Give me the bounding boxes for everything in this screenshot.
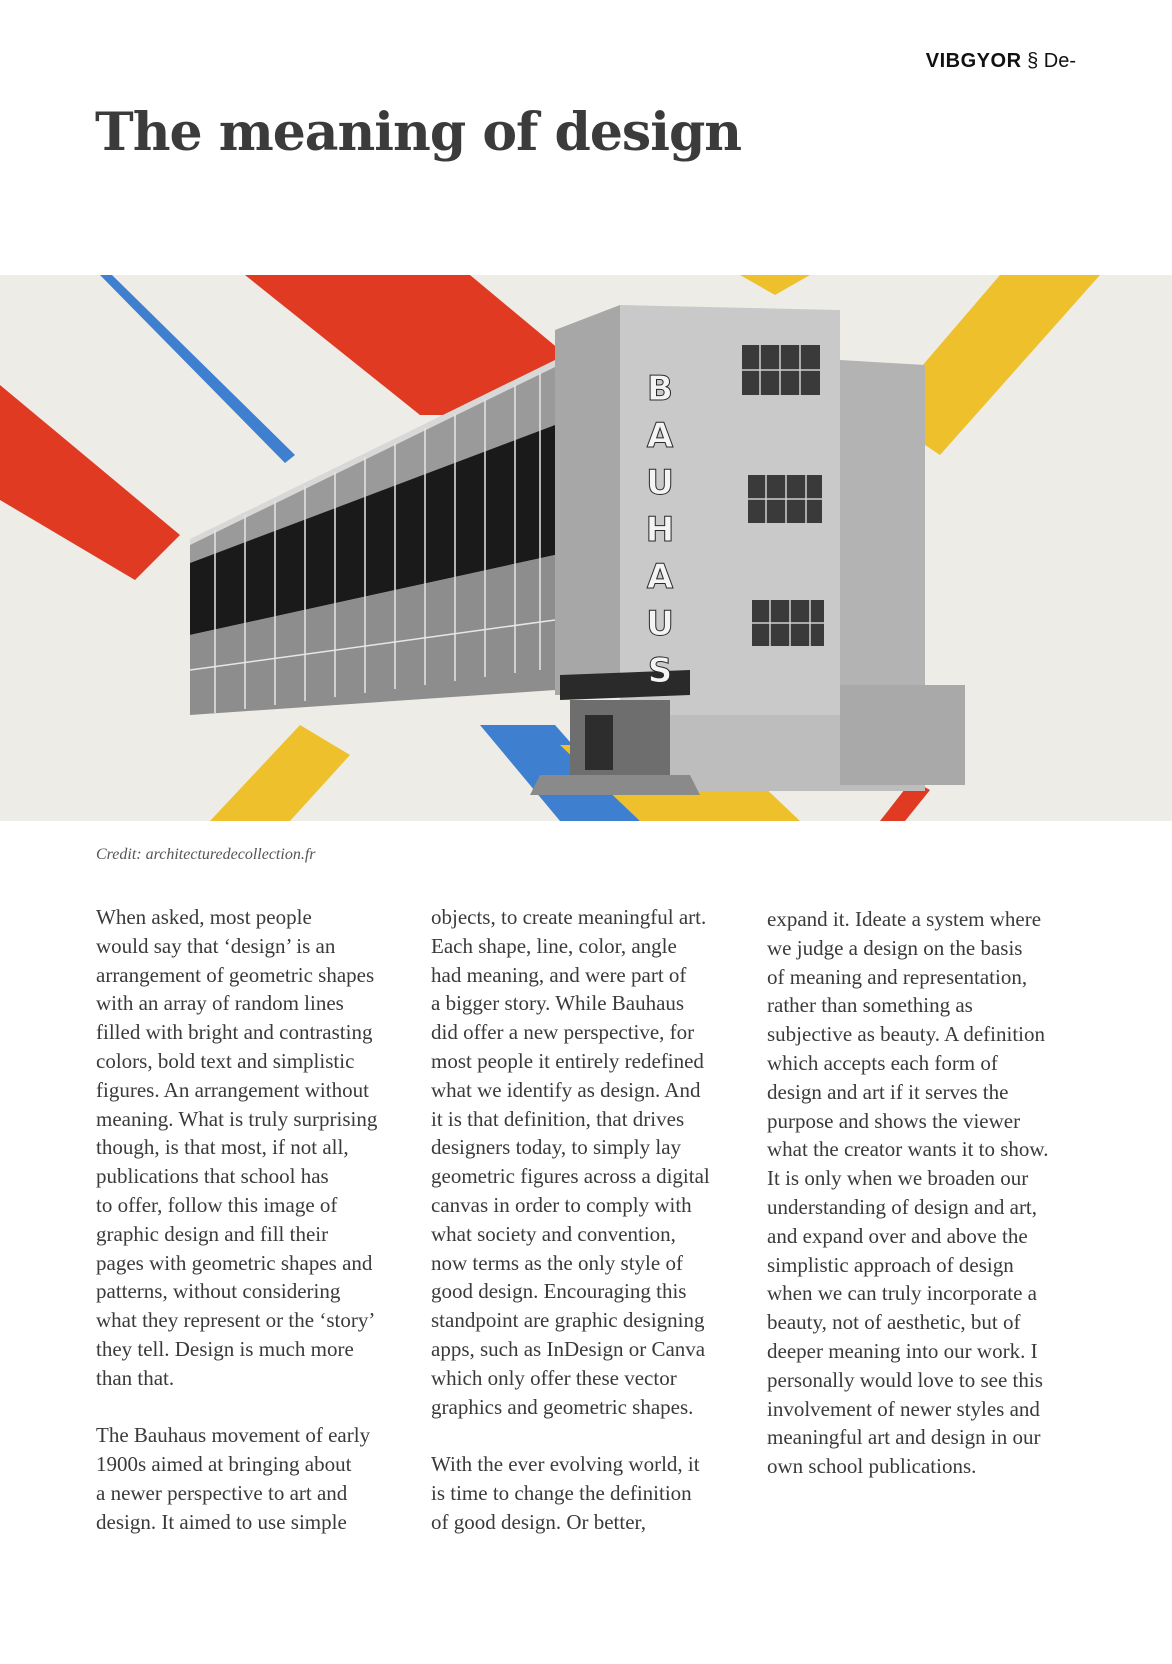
paragraph: The Bauhaus movement of early 1900s aimed at bringing about a newer perspective to art and design. It aimed to use simple — [96, 1423, 371, 1534]
bauhaus-collage — [0, 275, 1172, 821]
article-column-3 — [767, 905, 1087, 1481]
sign-letter: U — [646, 463, 674, 503]
sign-letter: U — [646, 604, 674, 644]
paragraph: objects, to create meaningful art. Each shape, line, color, angle had meaning, and were part of a bigger story. While Bauhaus did offer a new perspective, for most people it entirely redefined what we identify as design. And it is that definition, that drives designers today, to simply lay geometric figures across a digital canvas in order to comply with what society and convention, now terms as the only style of good design. Encouraging this standpoint are graphic designing apps, such as InDesign or Canva which only offer these vector graphics and geometric shapes. — [431, 905, 710, 1419]
image-credit: Credit: architecturedecollection.fr — [96, 846, 316, 863]
header-brand — [926, 50, 1076, 73]
article-column-1 — [96, 903, 416, 1537]
hero-image — [0, 275, 1172, 821]
sign-letter: A — [646, 557, 674, 597]
brand-name: VIBGYOR — [925, 50, 1022, 72]
page-title: The meaning of design — [95, 102, 742, 163]
paragraph: When asked, most people would say that ‘design’ is an arrangement of geometric shapes with an array of random lines filled with bright and contrasting colors, bold text and simplistic figures. An arrangement without meaning. What is truly surprising though, is that most, if not all, publications that school has to offer, follow this image of graphic design and fill their pages with geometric shapes and patterns, without considering what they represent or the ‘story’ they tell. Design is much more than that. — [96, 905, 378, 1390]
paragraph: With the ever evolving world, it is time to change the definition of good design. Or better, — [431, 1452, 700, 1534]
sign-letter: S — [647, 651, 673, 691]
sign-letter: A — [646, 416, 674, 456]
article-column-2 — [431, 903, 751, 1537]
sign-letter: B — [647, 369, 673, 409]
paragraph: expand it. Ideate a system where we judge a design on the basis of meaning and representation, rather than something as subjective as beauty. A definition which accepts each form of design and art if it serves the purpose and shows the viewer what the creator wants it to show. It is only when we broaden our understanding of design and art, and expand over and above the simplistic approach of design when we can truly incorporate a beauty, not of aesthetic, but of deeper meaning into our work. I personally would love to see this involvement of newer styles and meaningful art and design in our own school publications. — [767, 907, 1049, 1479]
section-label: § De- — [1021, 50, 1076, 72]
sign-letter: H — [645, 510, 675, 550]
